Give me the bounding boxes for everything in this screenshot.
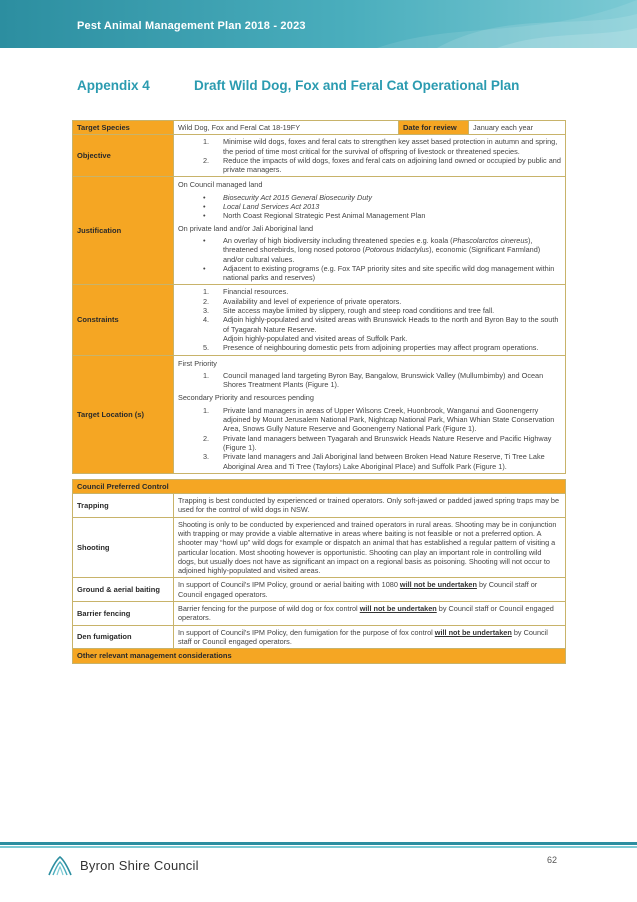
header-wave-decoration	[377, 0, 637, 48]
row-baiting	[73, 578, 566, 602]
objective-label: Objective	[73, 135, 174, 177]
constraints-label: Constraints	[73, 285, 174, 355]
date-review-value: January each year	[469, 121, 566, 135]
list-item: 1. Private land managers in areas of Upper Wilsons Creek, Huonbrook, Wanganui and Goonengerry adjoined by Mount Jerusalem National Park, Nightcap National Park, Whian Whian State Conservation Area, Snows Gully Nature Reserve and Goonengerry National Park (Figure 1).	[203, 405, 555, 434]
row-fencing	[73, 602, 566, 626]
appendix-title	[77, 78, 519, 93]
list-item: 3. Private land managers and Jali Aboriginal land between Broken Head Nature Reserve, Ti Tree Lake Aboriginal Area and Ti Tree (Taylors) Lake Aboriginal Place) and Suffolk Park (Figure 1).	[203, 452, 545, 471]
footer-stripe	[0, 842, 637, 850]
date-review-label: Date for review	[399, 121, 469, 135]
page-number: 62	[547, 855, 558, 865]
list-item: Adjoin highly-populated and visited areas of Suffolk Park.	[223, 333, 408, 343]
appendix-number: Appendix 4	[77, 78, 150, 93]
secondary-priority-heading: Secondary Priority and resources pending	[178, 393, 314, 403]
appendix-heading: Draft Wild Dog, Fox and Feral Cat Operational Plan	[194, 78, 520, 93]
objective-content	[174, 135, 566, 177]
list-item: 1. Council managed land targeting Byron Bay, Bangalow, Brunswick Valley (Mullumbimby) and Ocean Shores Treatment Plants (Figure 1).	[203, 370, 544, 390]
list-item: 1. Minimise wild dogs, foxes and feral cats to strengthen key asset based protection in autumn and spring, the period of time most critical for the survival of offspring of livestock or threatened species.	[203, 137, 558, 156]
trapping-label: Trapping	[73, 494, 174, 518]
den-label: Den fumigation	[73, 625, 174, 649]
list-item: • Local Land Services Act 2013	[203, 202, 320, 212]
list-item: 4. Adjoin highly-populated and visited areas with Brunswick Heads to the north and Byron Bay to the south of Tyagarah Nature Reserve.	[203, 315, 559, 334]
row-justification	[73, 177, 566, 285]
council-control-heading: Council Preferred Control	[73, 479, 566, 493]
row-den	[73, 625, 566, 649]
row-target-location	[73, 355, 566, 473]
target-location-label: Target Location (s)	[73, 355, 174, 473]
list-item: 2. Private land managers between Tyagarah and Brunswick Heads Nature Reserve and Pacific Highway (Figure 1).	[203, 433, 552, 452]
list-item: 2. Reduce the impacts of wild dogs, foxes and feral cats on adjoining land owned or occupied by public and private managers.	[203, 155, 561, 175]
row-trapping	[73, 494, 566, 518]
list-item: • North Coast Regional Strategic Pest Animal Management Plan	[203, 211, 426, 221]
first-priority-heading: First Priority	[178, 358, 217, 368]
target-species-label: Target Species	[73, 121, 174, 135]
council-name: Byron Shire Council	[80, 858, 199, 873]
baiting-text: In support of Council's IPM Policy, ground or aerial baiting with 1080 will not be undertaken by Council staff or Council engaged operators.	[174, 578, 566, 602]
trapping-text: Trapping is best conducted by experienced or trained operators. Only soft-jawed or padded jawed spring traps may be used for the control of wild dogs in NSW.	[174, 494, 566, 518]
other-considerations-heading: Other relevant management considerations	[73, 649, 566, 663]
target-location-content	[174, 355, 566, 473]
header-band	[0, 0, 637, 48]
list-item: 3. Site access maybe limited by slippery, rough and steep road conditions and tree fall.	[203, 306, 495, 316]
row-target-species	[73, 121, 566, 135]
list-item: 2. Availability and level of experience of private operators.	[203, 296, 402, 306]
list-item: • An overlay of high biodiversity including threatened species e.g. koala (Phascolarctos cinereus), threatened shorebirds, long nosed potoroo (Potorous tridactylus), economic (Significant Farmland) and/or cultural values.	[203, 235, 541, 264]
row-council-control-heading	[73, 479, 566, 493]
target-species-value: Wild Dog, Fox and Feral Cat 18-19FY	[174, 121, 399, 135]
row-shooting	[73, 517, 566, 578]
council-logo-icon	[47, 855, 73, 877]
shooting-text: Shooting is only to be conducted by experienced and trained operators in rural areas. Shooting may be in conjunction with trapping or may provide a viable alternative in areas where baiting is not feasible or not a preferred option. A shooter may “howl up” wild dogs for example or dispatch an animal that has established a regular pattern of visiting a particular location. Most shooting however is opportunistic. Shooting can play an important role in controlling wild dogs, but usually does not have as significant an impact on a regional basis as poisoning. Shooting will not occur to adjoined highly-populated and visited areas.	[174, 517, 566, 578]
justification-content	[174, 177, 566, 285]
baiting-label: Ground & aerial baiting	[73, 578, 174, 602]
row-constraints	[73, 285, 566, 355]
den-text: In support of Council's IPM Policy, den fumigation for the purpose of fox control will not be undertaken by Council staff or Council engaged operators.	[174, 625, 566, 649]
shooting-label: Shooting	[73, 517, 174, 578]
justification-label: Justification	[73, 177, 174, 285]
council-land-heading: On Council managed land	[178, 180, 263, 190]
fencing-text: Barrier fencing for the purpose of wild dog or fox control will not be undertaken by Council staff or Council engaged operators.	[174, 602, 566, 626]
list-item: • Adjacent to existing programs (e.g. Fox TAP priority sites and site specific wild dog management within national parks and reserves)	[203, 263, 555, 283]
constraints-content	[174, 285, 566, 355]
list-item: 1. Financial resources.	[203, 287, 289, 297]
list-item: • Biosecurity Act 2015 General Biosecurity Duty	[203, 192, 372, 202]
row-objective	[73, 135, 566, 177]
row-other-heading	[73, 649, 566, 663]
operational-plan-table	[72, 120, 566, 664]
list-item: 5. Presence of neighbouring domestic pets from adjoining properties may affect program operations.	[203, 343, 539, 353]
private-land-heading: On private land and/or Jali Aboriginal land	[178, 223, 314, 233]
header-title: Pest Animal Management Plan 2018 - 2023	[77, 20, 306, 32]
fencing-label: Barrier fencing	[73, 602, 174, 626]
